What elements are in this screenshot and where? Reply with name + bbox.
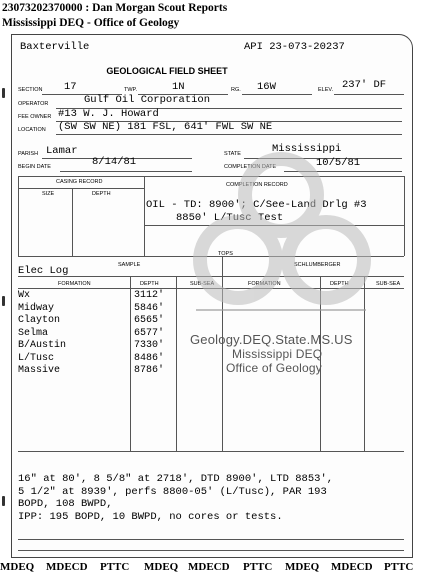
location-label: LOCATION <box>18 127 46 133</box>
casing-depth-label: DEPTH <box>92 191 111 197</box>
completion-record-label: COMPLETION RECORD <box>226 182 288 188</box>
footer-sponsor: PTTC <box>243 561 273 573</box>
tops-depth: 5846' <box>134 302 165 314</box>
tops-depth: 8486' <box>134 352 165 364</box>
binder-hole <box>2 88 5 98</box>
footer-sponsor: MDEQ <box>0 561 35 573</box>
remarks-line: 16" at 80', 8 5/8" at 2718', DTD 8900', LTD 8853', <box>18 473 334 485</box>
operator-value: Gulf Oil Corporation <box>84 94 211 106</box>
footer-sponsor: PTTC <box>384 561 414 573</box>
mdeq-watermark <box>176 150 386 380</box>
section-value: 17 <box>64 81 77 93</box>
twp-label: TWP. <box>124 87 138 93</box>
footer-sponsor: PTTC <box>100 561 130 573</box>
begin-date-label: BEGIN DATE <box>18 164 51 170</box>
parish-label: PARISH <box>18 151 39 157</box>
api-number: API 23-073-20237 <box>244 41 345 53</box>
operator-label: OPERATOR <box>18 101 49 107</box>
tops-formation: Selma <box>18 327 49 339</box>
tops-formation: Clayton <box>18 315 61 326</box>
tops-label: TOPS <box>218 251 233 257</box>
section-label: SECTION <box>18 87 43 93</box>
fee-owner-label: FEE OWNER <box>18 114 52 120</box>
casing-size-label: SIZE <box>42 191 55 197</box>
tops-formation: Midway <box>18 302 55 314</box>
footer-sponsor: MDECD <box>188 561 230 573</box>
completion-line-2: 8850' L/Tusc Test <box>176 212 284 224</box>
footer-sponsor: MDECD <box>331 561 373 573</box>
schlumberger-formation-header: FORMATION <box>248 281 281 287</box>
watermark-office: Office of Geology <box>226 361 322 375</box>
elev-label: ELEV. <box>318 87 334 93</box>
rg-label: RG. <box>231 87 241 93</box>
schlumberger-subsea-header: SUB-SEA <box>376 281 401 287</box>
remarks-line: BOPD, 108 BWPD, <box>18 498 113 510</box>
rg-value: 16W <box>257 81 276 93</box>
sample-label: SAMPLE <box>118 262 141 268</box>
sample-depth-header: DEPTH <box>140 281 159 287</box>
tops-formation: L/Tusc <box>18 352 55 364</box>
completion-line-1: OIL - TD: 8900'; C/See-Land Drlg #3 <box>146 199 367 211</box>
tops-depth: 6577' <box>134 327 165 339</box>
log-type: Elec Log <box>18 265 69 277</box>
watermark-logo-icon <box>176 150 386 320</box>
binder-hole <box>2 296 5 306</box>
tops-formation: B/Austin <box>18 340 67 351</box>
sample-subsea-header: SUB-SEA <box>190 281 215 287</box>
tops-depth: 6565' <box>134 315 165 326</box>
field-name: Baxterville <box>20 41 90 53</box>
schlumberger-label: SCHLUMBERGER <box>294 262 341 268</box>
footer-sponsor: MDECD <box>46 561 88 573</box>
remarks-line: 5 1/2" at 8939', perfs 8800-05' (L/Tusc), PAR 193 <box>18 485 327 498</box>
tops-depth: 3112' <box>134 290 165 301</box>
tops-formation: Massive <box>18 365 61 376</box>
state-value: Mississippi <box>272 143 342 155</box>
sample-formation-header: FORMATION <box>58 281 91 287</box>
completion-date-value: 10/5/81 <box>316 157 361 169</box>
report-source: Mississippi DEQ - Office of Geology <box>2 17 180 29</box>
remarks-line: IPP: 195 BOPD, 10 BWPD, no cores or tests. <box>18 510 283 523</box>
tops-formation: Wx <box>18 290 31 301</box>
twp-value: 1N <box>172 81 185 93</box>
binder-hole <box>2 496 5 506</box>
sheet-title: GEOLOGICAL FIELD SHEET <box>106 66 228 76</box>
completion-date-label: COMPLETION DATE <box>224 164 277 170</box>
footer-sponsor: MDEQ <box>285 561 320 573</box>
elev-value: 237' DF <box>342 79 387 91</box>
watermark-agency: Mississippi DEQ <box>232 347 323 361</box>
location-value: (SW SW NE) 181 FSL, 641' FWL SW NE <box>58 121 273 133</box>
state-label: STATE <box>224 151 241 157</box>
footer-sponsor: MDEQ <box>144 561 179 573</box>
watermark-url: Geology.DEQ.State.MS.US <box>190 332 353 347</box>
fee-owner-value: #13 W. J. Howard <box>58 108 159 120</box>
report-title: 23073202370000 : Dan Morgan Scout Reports <box>2 2 228 14</box>
parish-value: Lamar <box>46 145 78 157</box>
tops-depth: 7330' <box>134 340 165 351</box>
schlumberger-depth-header: DEPTH <box>330 281 349 287</box>
casing-record-label: CASING RECORD <box>56 179 103 185</box>
begin-date-value: 8/14/81 <box>92 156 137 168</box>
tops-depth: 8786' <box>134 365 165 376</box>
